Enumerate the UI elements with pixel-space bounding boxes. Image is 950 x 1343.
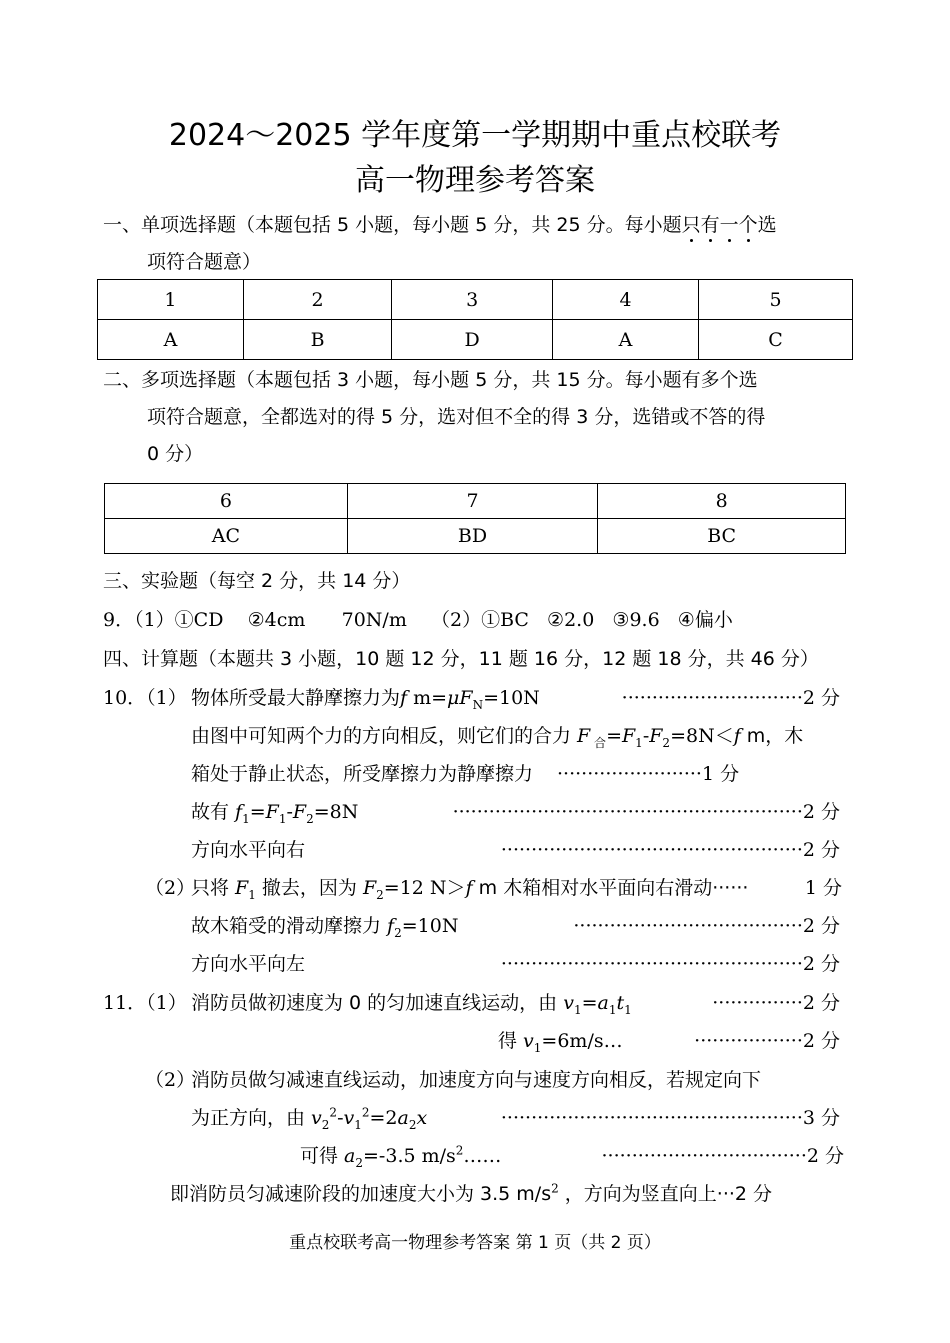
section2-heading: 二、多项选择题（本题包括 3 小题，每小题 5 分，共 15 分。每小题有多个选 项符合题意，全都选对的得 5 分，选对但不全的得 3 分，选错或不答的得 0 分） <box>103 369 766 465</box>
q10-line6: 只将 $F_1$ 撤去，因为 $F_2=12$ N＞f m 木箱相对水平面向右滑动······ <box>191 877 749 902</box>
answer-cell: AC <box>105 519 348 554</box>
document-subtitle: 高一物理参考答案 <box>355 163 595 198</box>
table-row <box>105 484 846 519</box>
question-number: 6 <box>105 484 348 519</box>
answer-cell: A <box>98 320 244 360</box>
answer-cell: BD <box>347 519 598 554</box>
question-number: 8 <box>598 484 846 519</box>
q10-line8-score: ··················································2 分 <box>500 953 840 975</box>
question-number: 4 <box>553 280 699 320</box>
q10-line6-score: 1 分 <box>804 877 842 899</box>
q9-answer: 9．（1）①CD ②4cm 70N/m （2）①BC ②2.0 ③9.6 ④偏小 <box>103 609 733 631</box>
q10-line7-score: ······································2 分 <box>573 915 840 937</box>
q11-line4-score: ··················································3 分 <box>500 1107 840 1129</box>
question-number: 1 <box>98 280 244 320</box>
emphasis-char: 个 <box>738 214 758 236</box>
answer-cell: D <box>392 320 553 360</box>
q11-part2-label: （2） <box>145 1069 196 1091</box>
q10-line5-score: ··················································2 分 <box>500 839 840 861</box>
single-choice-answer-table <box>97 279 853 360</box>
q11-line5-score: ··································2 分 <box>601 1145 844 1167</box>
q10-label: 10．（1） <box>103 687 187 709</box>
q11-line2-score: ··················2 分 <box>694 1030 840 1052</box>
section1-heading: 一、单项选择题（本题包括 5 小题，每小题 5 分，共 25 分。每小题只有一个选 项符合题意） <box>103 214 777 273</box>
table-row <box>105 519 846 554</box>
q10-line3-score: ························1 分 <box>557 763 740 785</box>
q10-part2-label: （2） <box>145 877 196 899</box>
q10-line4: 故有 $f_1=F_1-F_2=8N$ <box>191 801 359 826</box>
q10-line7: 故木箱受的滑动摩擦力 $f_2=10N$ <box>191 915 459 940</box>
answer-cell: BC <box>598 519 846 554</box>
table-row <box>98 280 853 320</box>
emphasis-char: 一 <box>719 214 739 236</box>
q10-line2: 由图中可知两个力的方向相反，则它们的合力 F $_合=F_1-F_2=8N<f$ m，木 <box>191 725 804 750</box>
q10-line4-score: ··························································2 分 <box>452 801 840 823</box>
question-number: 3 <box>392 280 553 320</box>
emphasis-char: 有 <box>700 214 720 236</box>
q11-line6: 即消防员匀减速阶段的加速度大小为 3.5 $m/s^2$ ，方向为竖直向上···2 分 <box>170 1181 773 1205</box>
q11-line4: 为正方向，由 $v_2^2-v_1^2=2a_2x$ <box>191 1105 428 1132</box>
q11-line5: 可得 $a_2=-3.5$ $m/s^2\dots\dots$ <box>300 1143 502 1170</box>
q10-line1: 物体所受最大静摩擦力为f $m=\mu F_N=10N$ <box>191 687 540 712</box>
q11-label: 11．（1） <box>103 992 187 1014</box>
table-row <box>98 320 853 360</box>
question-number: 2 <box>243 280 391 320</box>
q10-line3: 箱处于静止状态，所受摩擦力为静摩擦力 <box>191 763 534 785</box>
question-number: 7 <box>347 484 598 519</box>
q11-line1-score: ···············2 分 <box>712 992 840 1014</box>
page-footer: 重点校联考高一物理参考答案 第 1 页（共 2 页） <box>289 1233 661 1253</box>
q11-line2: 得 $v_1=6m/s\dots$ <box>498 1030 623 1055</box>
section3-heading: 三、实验题（每空 2 分，共 14 分） <box>103 570 411 592</box>
q11-line3: 消防员做匀减速直线运动，加速度方向与速度方向相反，若规定向下 <box>191 1069 762 1091</box>
document-title: 2024～2025 学年度第一学期期中重点校联考 <box>168 118 782 153</box>
q10-line5: 方向水平向右 <box>191 839 306 861</box>
question-number: 5 <box>698 280 852 320</box>
multiple-choice-answer-table <box>104 483 846 554</box>
q10-line8: 方向水平向左 <box>191 953 306 975</box>
answer-cell: A <box>553 320 699 360</box>
answer-cell: B <box>243 320 391 360</box>
q11-line1: 消防员做初速度为 0 的匀加速直线运动，由 $v_1=a_1t_1$ <box>191 992 632 1017</box>
answer-cell: C <box>698 320 852 360</box>
emphasis-char: 只 <box>681 214 701 236</box>
q10-line1-score: ······························2 分 <box>621 687 840 709</box>
section4-heading: 四、计算题（本题共 3 小题，10 题 12 分，11 题 16 分，12 题 18 分，共 46 分） <box>103 648 819 670</box>
